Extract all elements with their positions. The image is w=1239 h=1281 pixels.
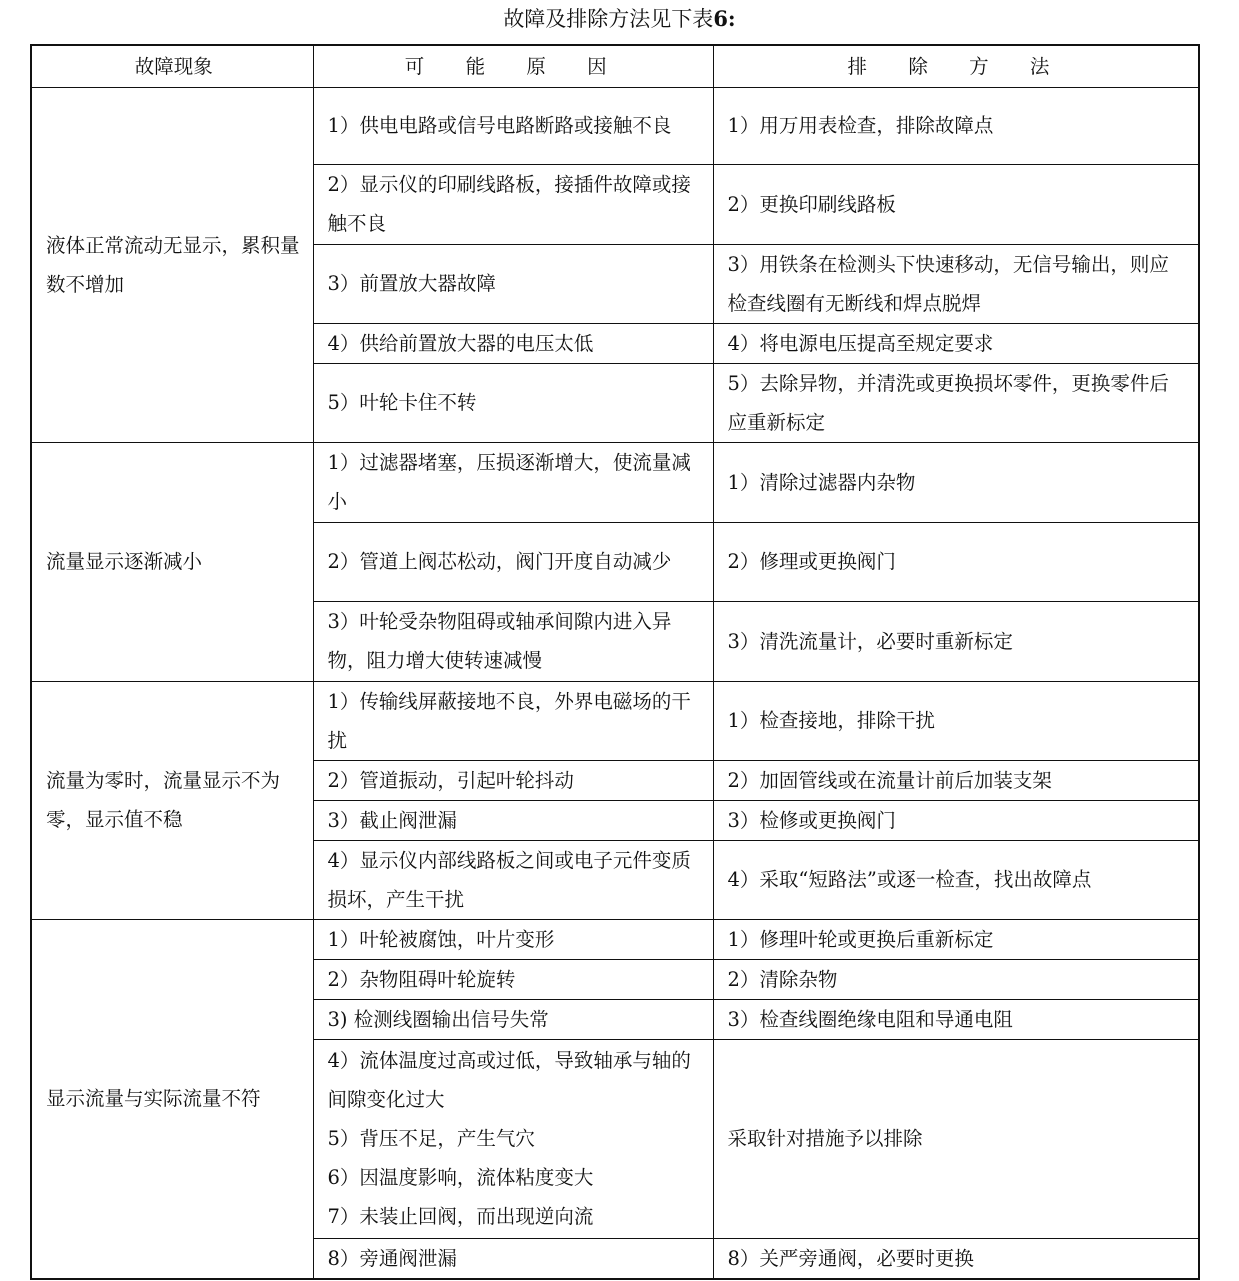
cause-cell bbox=[313, 601, 713, 681]
cause-line: 1）传输线屏蔽接地不良，外界电磁场的干扰 bbox=[327, 689, 691, 752]
title-text: 故障及排除方法见下表 bbox=[503, 7, 714, 31]
cause-line: 1）过滤器堵塞，压损逐渐增大，使流量减小 bbox=[327, 451, 691, 513]
remedy-cell: 8）关严旁通阀，必要时更换 bbox=[713, 1238, 1199, 1279]
cause-cell bbox=[313, 959, 713, 999]
cause-line: 2）管道振动，引起叶轮抖动 bbox=[327, 768, 574, 792]
table-row bbox=[31, 919, 1199, 959]
cause-cell bbox=[313, 323, 713, 363]
cause-line: 8）旁通阀泄漏 bbox=[327, 1246, 457, 1270]
cause-line: 4）流体温度过高或过低，导致轴承与轴的间隙变化过大 bbox=[327, 1049, 691, 1111]
cause-line: 2）杂物阻碍叶轮旋转 bbox=[327, 967, 516, 991]
cause-line: 5）背压不足，产生气穴 bbox=[327, 1127, 535, 1150]
cause-line: 3) 检测线圈输出信号失常 bbox=[327, 1007, 549, 1031]
remedy-cell: 3）清洗流量计，必要时重新标定 bbox=[713, 601, 1199, 681]
document-title bbox=[0, 4, 1239, 34]
remedy-cell: 1）清除过滤器内杂物 bbox=[713, 442, 1199, 522]
cause-cell bbox=[313, 840, 713, 919]
cause-cell bbox=[313, 760, 713, 800]
remedy-cell: 1）修理叶轮或更换后重新标定 bbox=[713, 919, 1199, 959]
cause-cell bbox=[313, 164, 713, 244]
symptom-cell: 液体正常流动无显示，累积量数不增加 bbox=[31, 87, 313, 442]
cause-cell bbox=[313, 999, 713, 1039]
remedy-cell: 3）用铁条在检测头下快速移动，无信号输出，则应检查线圈有无断线和焊点脱焊 bbox=[713, 244, 1199, 323]
cause-cell bbox=[313, 363, 713, 442]
header-cause: 可 能 原 因 bbox=[313, 45, 713, 87]
table-number: 6: bbox=[713, 6, 736, 31]
cause-cell bbox=[313, 800, 713, 840]
cause-line: 4）显示仪内部线路板之间或电子元件变质损坏，产生干扰 bbox=[327, 848, 691, 911]
remedy-cell: 采取针对措施予以排除 bbox=[713, 1039, 1199, 1238]
symptom-cell: 流量显示逐渐减小 bbox=[31, 442, 313, 681]
cause-line: 2）显示仪的印刷线路板，接插件故障或接触不良 bbox=[327, 173, 691, 235]
fault-table bbox=[30, 44, 1200, 1280]
cause-cell bbox=[313, 1238, 713, 1279]
table-row bbox=[31, 681, 1199, 760]
cause-line: 1）供电电路或信号电路断路或接触不良 bbox=[327, 114, 672, 137]
table-row bbox=[31, 442, 1199, 522]
cause-line: 2）管道上阀芯松动，阀门开度自动减少 bbox=[327, 550, 672, 573]
cause-line: 3）叶轮受杂物阻碍或轴承间隙内进入异物，阻力增大使转速减慢 bbox=[327, 610, 672, 672]
symptom-cell: 流量为零时，流量显示不为零，显示值不稳 bbox=[31, 681, 313, 919]
cause-cell bbox=[313, 1039, 713, 1238]
remedy-cell: 2）修理或更换阀门 bbox=[713, 522, 1199, 601]
cause-line: 6）因温度影响，流体粘度变大 bbox=[327, 1166, 594, 1189]
cause-line: 3）截止阀泄漏 bbox=[327, 808, 457, 832]
remedy-cell: 4）将电源电压提高至规定要求 bbox=[713, 323, 1199, 363]
cause-line: 3）前置放大器故障 bbox=[327, 272, 496, 295]
header-remedy: 排 除 方 法 bbox=[713, 45, 1199, 87]
cause-line: 7）未装止回阀，而出现逆向流 bbox=[327, 1205, 594, 1228]
remedy-cell: 5）去除异物，并清洗或更换损坏零件，更换零件后应重新标定 bbox=[713, 363, 1199, 442]
symptom-cell: 显示流量与实际流量不符 bbox=[31, 919, 313, 1279]
header-symptom: 故障现象 bbox=[31, 45, 313, 87]
cause-cell bbox=[313, 87, 713, 164]
remedy-cell: 1）用万用表检查，排除故障点 bbox=[713, 87, 1199, 164]
remedy-cell: 3）检修或更换阀门 bbox=[713, 800, 1199, 840]
cause-line: 1）叶轮被腐蚀，叶片变形 bbox=[327, 927, 555, 951]
cause-cell bbox=[313, 522, 713, 601]
cause-line: 4）供给前置放大器的电压太低 bbox=[327, 331, 594, 355]
header-row bbox=[31, 45, 1199, 87]
remedy-cell: 3）检查线圈绝缘电阻和导通电阻 bbox=[713, 999, 1199, 1039]
cause-cell bbox=[313, 442, 713, 522]
remedy-cell: 4）采取“短路法”或逐一检查，找出故障点 bbox=[713, 840, 1199, 919]
table-row bbox=[31, 87, 1199, 164]
cause-cell bbox=[313, 681, 713, 760]
remedy-cell: 2）清除杂物 bbox=[713, 959, 1199, 999]
remedy-cell: 2）加固管线或在流量计前后加装支架 bbox=[713, 760, 1199, 800]
remedy-cell: 1）检查接地，排除干扰 bbox=[713, 681, 1199, 760]
cause-cell bbox=[313, 919, 713, 959]
cause-line: 5）叶轮卡住不转 bbox=[327, 391, 477, 414]
cause-cell bbox=[313, 244, 713, 323]
remedy-cell: 2）更换印刷线路板 bbox=[713, 164, 1199, 244]
